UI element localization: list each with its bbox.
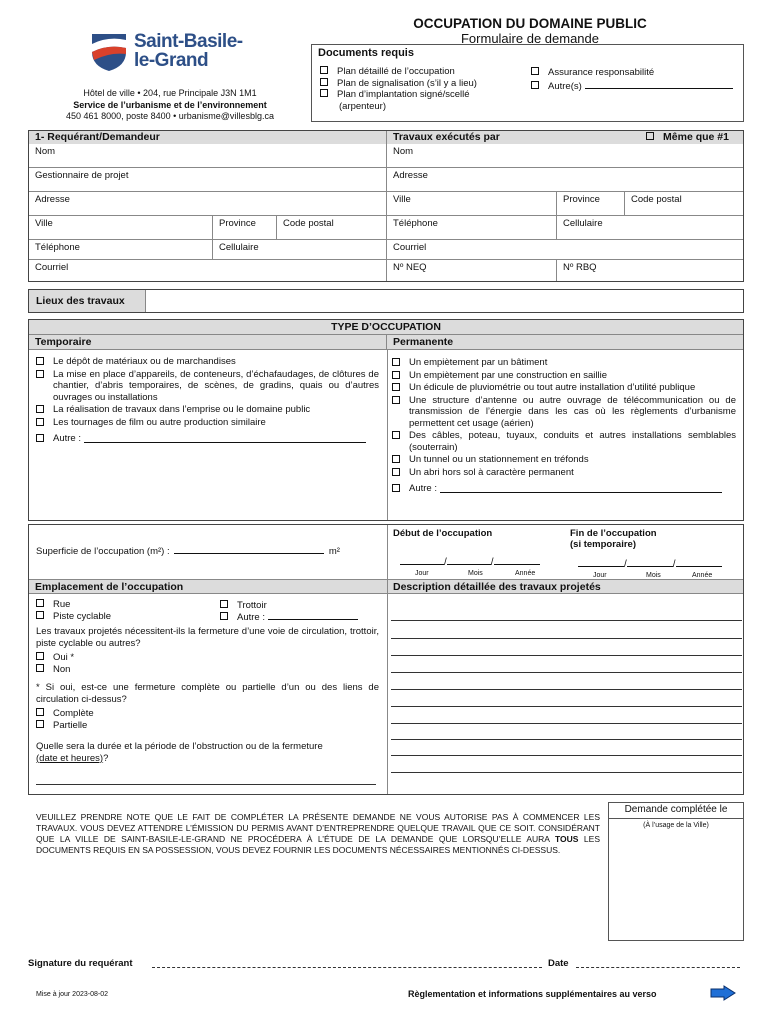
fin-date-input[interactable]: / / — [578, 559, 728, 570]
req-nom-field[interactable]: Nom — [29, 144, 387, 168]
checkbox[interactable] — [392, 468, 400, 476]
city-contact: 450 461 8000, poste 8400 • urbanisme@villesblg.ca — [66, 111, 274, 121]
req-cellulaire-field[interactable]: Cellulaire — [213, 240, 387, 260]
empl-autre[interactable]: Autre : — [220, 612, 358, 624]
mise-a-jour: Mise à jour 2023-08-02 — [36, 991, 108, 998]
checkbox[interactable] — [392, 358, 400, 366]
fin-mois: Mois — [646, 572, 661, 579]
date-label: Date — [548, 958, 569, 969]
description-line-8[interactable] — [391, 739, 742, 740]
checkbox[interactable] — [36, 611, 44, 619]
debut-label: Début de l’occupation — [393, 528, 493, 539]
checkbox[interactable] — [36, 708, 44, 716]
arrow-right-icon[interactable] — [710, 985, 736, 1001]
checkbox[interactable] — [36, 418, 44, 426]
req-code-postal-field[interactable]: Code postal — [277, 216, 387, 240]
documents-heading: Documents requis — [318, 47, 414, 59]
doc-autres-input[interactable] — [585, 88, 733, 89]
trav-ville-field[interactable]: Ville — [387, 192, 557, 216]
trav-courriel-field[interactable]: Courriel — [387, 240, 743, 260]
perm-item-autre[interactable]: Autre : — [392, 483, 736, 495]
checkbox[interactable] — [392, 431, 400, 439]
fermeture-oui[interactable]: Oui * — [36, 652, 74, 664]
req-adresse-field[interactable]: Adresse — [29, 192, 387, 216]
description-line-7[interactable] — [391, 723, 742, 724]
checkbox[interactable] — [392, 371, 400, 379]
city-service: Service de l’urbanisme et de l’environnement — [73, 99, 267, 110]
trav-province-field[interactable]: Province — [557, 192, 625, 216]
checkbox[interactable] — [531, 81, 539, 89]
description-line-10[interactable] — [391, 772, 742, 773]
description-line-5[interactable] — [391, 689, 742, 690]
checkbox[interactable] — [392, 396, 400, 404]
temp-autre-input[interactable] — [84, 433, 366, 443]
checkbox[interactable] — [36, 370, 44, 378]
checkbox[interactable] — [36, 720, 44, 728]
checkbox[interactable] — [36, 405, 44, 413]
debut-mois: Mois — [468, 570, 483, 577]
temp-item-autre[interactable]: Autre : — [36, 433, 379, 445]
req-courriel-field[interactable]: Courriel — [29, 260, 387, 281]
empl-piste[interactable]: Piste cyclable — [36, 611, 111, 623]
logo-text-2: le-Grand — [134, 50, 209, 71]
doc-assurance[interactable]: Assurance responsabilité — [531, 66, 733, 80]
doc-plan-occupation[interactable]: Plan détaillé de l’occupation — [320, 66, 477, 78]
fermeture-non[interactable]: Non — [36, 664, 74, 676]
temp-item-depot[interactable]: Le dépôt de matériaux ou de marchandises — [36, 356, 379, 368]
req-telephone-field[interactable]: Téléphone — [29, 240, 213, 260]
trav-nom-field[interactable]: Nom — [387, 144, 743, 168]
fin-annee: Année — [692, 572, 713, 579]
perm-item-saillie[interactable]: Un empiètement par une construction en saillie — [392, 370, 736, 382]
travaux-heading: Travaux exécutés par Même que #1 — [387, 131, 743, 144]
empl-autre-input[interactable] — [268, 619, 358, 620]
perm-item-tunnel[interactable]: Un tunnel ou un stationnement en tréfonds — [392, 454, 736, 466]
perm-autre-input[interactable] — [440, 483, 722, 493]
description-line-6[interactable] — [391, 706, 742, 707]
description-line-1[interactable] — [391, 620, 742, 621]
lieux-input[interactable] — [147, 290, 743, 312]
req-ville-field[interactable]: Ville — [29, 216, 213, 240]
checkbox[interactable] — [36, 599, 44, 607]
fermeture-complete[interactable]: Complète — [36, 708, 94, 720]
doc-autres[interactable]: Autre(s) — [531, 80, 733, 94]
city-address: Hôtel de ville • 204, rue Principale J3N 1M1 — [83, 88, 257, 98]
perm-item-abri[interactable]: Un abri hors sol à caractère permanent — [392, 467, 736, 479]
perm-item-antenne[interactable]: Une structure d’antenne ou autre ouvrage de télécommunication ou de transmission de l’énergie dans les cas où les règlements d’urbanisme permettent cet usage (aérien) — [392, 395, 736, 430]
trav-adresse-field[interactable]: Adresse — [387, 168, 743, 192]
temp-item-appareils[interactable]: La mise en place d’appareils, de conteneurs, d’échafaudages, de clôtures de chantier, d’abris temporaires, de scènes, de gradins, quais ou d’autres ouvrages ou installations — [36, 369, 379, 404]
checkbox[interactable] — [320, 78, 328, 86]
date-input[interactable] — [576, 967, 740, 968]
checkbox[interactable] — [392, 484, 400, 492]
description-line-2[interactable] — [391, 638, 742, 639]
trav-cellulaire-field[interactable]: Cellulaire — [557, 216, 743, 240]
doc-plan-implantation[interactable]: Plan d’implantation signé/scellé — [320, 89, 477, 101]
trav-telephone-field[interactable]: Téléphone — [387, 216, 557, 240]
description-line-3[interactable] — [391, 655, 742, 656]
fermeture-note: * Si oui, est-ce une fermeture complète ou partielle d’un ou des liens de circulation ci-dessus? — [36, 682, 379, 705]
fermeture-partielle[interactable]: Partielle — [36, 720, 94, 732]
page-title: OCCUPATION DU DOMAINE PUBLIC — [413, 16, 647, 31]
perm-item-cables[interactable]: Des câbles, poteau, tuyaux, conduits et autres installations semblables (souterrain) — [392, 430, 736, 453]
city-shield-icon — [88, 30, 130, 72]
doc-plan-signalisation[interactable]: Plan de signalisation (s’il y a lieu) — [320, 78, 477, 90]
duree-question: Quelle sera la durée et la période de l’obstruction ou de la fermeture (date et heures)? — [36, 741, 323, 764]
type-heading: TYPE D’OCCUPATION — [29, 320, 743, 335]
emplacement-heading: Emplacement de l’occupation — [29, 579, 387, 594]
usage-ville-label: (À l’usage de la Ville) — [643, 822, 709, 829]
permanente-heading: Permanente — [387, 335, 743, 350]
perm-item-batiment[interactable]: Un empiètement par un bâtiment — [392, 357, 736, 369]
checkbox[interactable] — [220, 600, 228, 608]
empl-rue[interactable]: Rue — [36, 599, 111, 611]
page-subtitle: Formulaire de demande — [460, 31, 600, 46]
demande-completee-label: Demande complétée le — [609, 804, 743, 819]
meme-que-1[interactable]: Même que #1 — [646, 131, 729, 144]
debut-annee: Année — [515, 570, 536, 577]
description-heading: Description détaillée des travaux projetés — [388, 579, 743, 594]
doc-arpenteur: (arpenteur) — [339, 100, 386, 112]
temp-item-tournages[interactable]: Les tournages de film ou autre production similaire — [36, 417, 379, 429]
superficie-input[interactable] — [174, 553, 324, 554]
superficie-field[interactable]: Superficie de l’occupation (m²) : m² — [36, 546, 340, 557]
fin-label: Fin de l’occupation (si temporaire) — [570, 528, 657, 550]
checkbox[interactable] — [392, 383, 400, 391]
checkbox[interactable] — [531, 67, 539, 75]
fermeture-question: Les travaux projetés nécessitent-ils la fermeture d’une voie de circulation, trottoir, piste cyclable ou autres? — [36, 626, 379, 649]
requerant-heading: 1- Requérant/Demandeur — [29, 131, 387, 144]
trav-rbq-field[interactable]: Nº RBQ — [563, 262, 597, 273]
verso-note: Règlementation et informations supplémentaires au verso — [408, 989, 657, 999]
signature-input[interactable] — [152, 967, 542, 968]
logo — [88, 30, 268, 76]
lieux-label: Lieux des travaux — [29, 290, 146, 312]
trav-code-postal-field[interactable]: Code postal — [625, 192, 743, 216]
checkbox[interactable] — [36, 664, 44, 672]
checkbox[interactable] — [36, 357, 44, 365]
checkbox[interactable] — [646, 132, 654, 140]
description-line-4[interactable] — [391, 672, 742, 673]
checkbox[interactable] — [392, 455, 400, 463]
logo-text-1: Saint-Basile- — [134, 31, 243, 52]
req-gestionnaire-field[interactable]: Gestionnaire de projet — [29, 168, 387, 192]
checkbox[interactable] — [36, 652, 44, 660]
signature-label: Signature du requérant — [28, 958, 133, 969]
fin-jour: Jour — [593, 572, 607, 579]
avis-text: VEUILLEZ PRENDRE NOTE QUE LE FAIT DE COMPLÉTER LA PRÉSENTE DEMANDE NE VOUS AUTORISE PAS À COMMENCER LES TRAVAUX. VOUS DEVEZ ATTENDRE L’ÉMISSION DU PERMIS AVANT D’ENTREPRENDRE QUELQUE TRAVAIL QUE CE SOIT. CONSIDÉRANT QUE LA VILLE DE SAINT-BASILE-LE-GRAND NE PROCÉDERA À L’ÉTUDE DE LA DEMANDE QUE LORSQU’ELLE AURA TOUS LES DOCUMENTS REQUIS EN SA POSSESSION, VOUS DEVEZ FOURNIR LES DOCUMENTS NÉCESSAIRES MENTIONNÉS CI-DESSUS. — [36, 812, 600, 855]
checkbox[interactable] — [220, 612, 228, 620]
checkbox[interactable] — [320, 89, 328, 97]
checkbox[interactable] — [320, 66, 328, 74]
duree-input[interactable] — [36, 784, 376, 785]
trav-neq-field[interactable]: Nº NEQ — [387, 260, 557, 281]
temp-item-realisation[interactable]: La réalisation de travaux dans l’emprise ou le domaine public — [36, 404, 379, 416]
temporaire-heading: Temporaire — [29, 335, 387, 350]
req-province-field[interactable]: Province — [213, 216, 277, 240]
debut-jour: Jour — [415, 570, 429, 577]
perm-item-edicule[interactable]: Un édicule de pluviométrie ou tout autre installation d’utilité publique — [392, 382, 736, 394]
empl-trottoir[interactable]: Trottoir — [220, 600, 358, 612]
description-line-9[interactable] — [391, 755, 742, 756]
checkbox[interactable] — [36, 434, 44, 442]
debut-date-input[interactable]: / / — [400, 557, 550, 568]
